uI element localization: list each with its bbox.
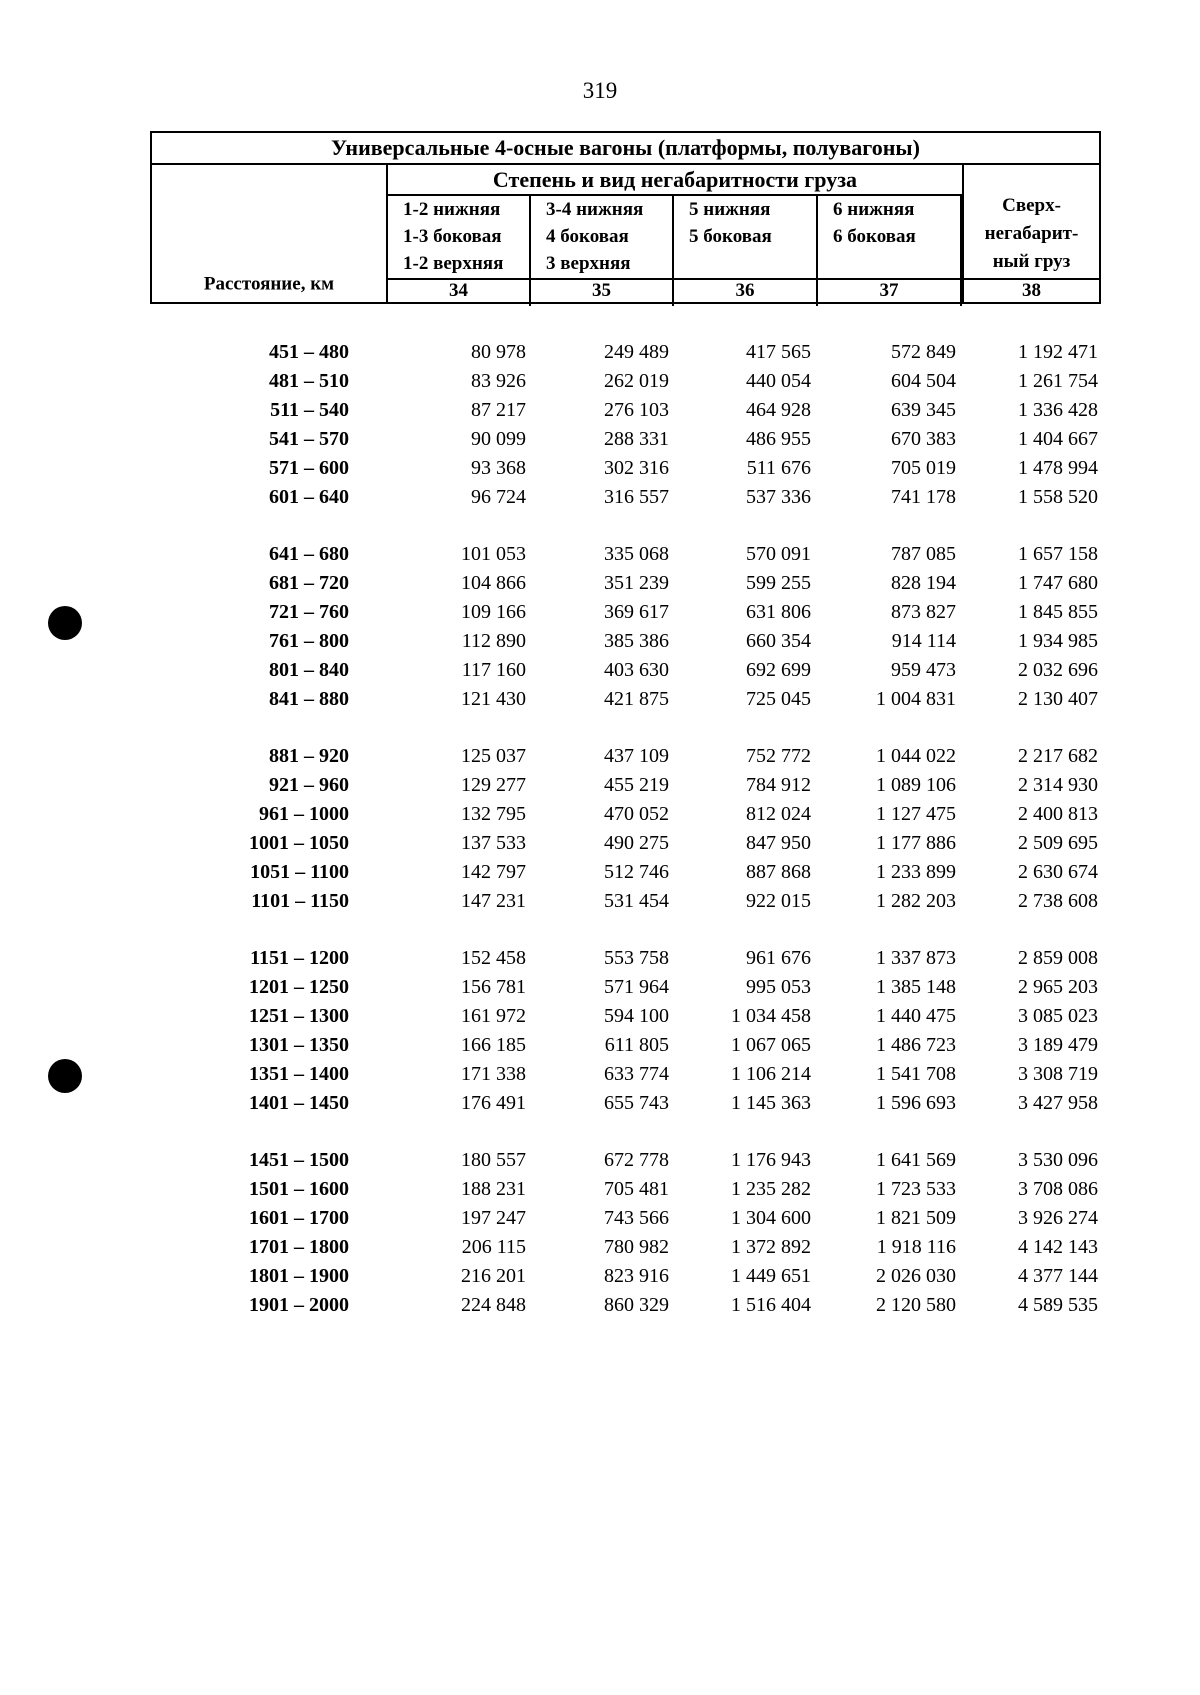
distance-range: 1401 – 1450 — [249, 1092, 349, 1114]
rate-value-col-35: 316 557 — [604, 486, 669, 508]
table-row — [150, 1146, 1101, 1175]
rate-value-col-37: 1 486 723 — [876, 1034, 956, 1056]
rate-value-col-37: 1 089 106 — [876, 774, 956, 796]
rate-value-col-38: 1 192 471 — [1018, 341, 1098, 363]
rate-value-col-37: 873 827 — [891, 601, 956, 623]
table-row — [150, 771, 1101, 800]
rate-value-col-38: 3 308 719 — [1018, 1063, 1098, 1085]
distance-range: 801 – 840 — [269, 659, 349, 681]
rate-value-col-34: 83 926 — [471, 370, 526, 392]
table-row — [150, 944, 1101, 973]
rate-value-col-38: 1 261 754 — [1018, 370, 1098, 392]
row-group — [150, 742, 1101, 916]
punch-hole-mark — [48, 606, 82, 640]
row-group — [150, 338, 1101, 512]
rate-value-col-36: 922 015 — [746, 890, 811, 912]
column-header-36 — [674, 196, 818, 306]
rate-value-col-36: 887 868 — [746, 861, 811, 883]
rate-value-col-34: 112 890 — [461, 630, 526, 652]
rate-value-col-36: 752 772 — [746, 745, 811, 767]
table-row — [150, 829, 1101, 858]
rate-value-col-34: 137 533 — [461, 832, 526, 854]
rate-value-col-37: 1 440 475 — [876, 1005, 956, 1027]
table-body — [150, 338, 1101, 1348]
rate-value-col-35: 437 109 — [604, 745, 669, 767]
distance-range: 601 – 640 — [269, 486, 349, 508]
rate-value-col-35: 655 743 — [604, 1092, 669, 1114]
column-header-line: 3-4 нижняя — [546, 199, 644, 220]
column-header-line: негабарит- — [984, 223, 1079, 244]
column-header-line: ный груз — [992, 251, 1071, 272]
distance-range: 961 – 1000 — [259, 803, 349, 825]
rate-value-col-35: 276 103 — [604, 399, 669, 421]
rate-value-col-38: 2 217 682 — [1018, 745, 1098, 767]
rate-value-col-34: 142 797 — [461, 861, 526, 883]
column-header-38 — [962, 165, 1099, 304]
distance-range: 1601 – 1700 — [249, 1207, 349, 1229]
table-row — [150, 742, 1101, 771]
distance-range: 1901 – 2000 — [249, 1294, 349, 1316]
rate-value-col-36: 570 091 — [746, 543, 811, 565]
table-row — [150, 858, 1101, 887]
rate-value-col-35: 335 068 — [604, 543, 669, 565]
rate-value-col-38: 3 189 479 — [1018, 1034, 1098, 1056]
table-row — [150, 454, 1101, 483]
column-header-line: 1-3 боковая — [403, 226, 502, 247]
rate-value-col-35: 302 316 — [604, 457, 669, 479]
column-header-line: Сверх- — [1002, 195, 1061, 216]
rate-value-col-36: 1 034 458 — [731, 1005, 811, 1027]
rate-value-col-38: 1 657 158 — [1018, 543, 1098, 565]
rate-value-col-36: 1 372 892 — [731, 1236, 811, 1258]
rate-value-col-36: 1 145 363 — [731, 1092, 811, 1114]
table-row — [150, 1060, 1101, 1089]
rate-value-col-38: 2 314 930 — [1018, 774, 1098, 796]
rate-value-col-35: 611 805 — [604, 1034, 669, 1056]
table-row — [150, 1204, 1101, 1233]
rate-value-col-35: 594 100 — [604, 1005, 669, 1027]
rate-value-col-37: 705 019 — [891, 457, 956, 479]
rate-value-col-35: 512 746 — [604, 861, 669, 883]
distance-range: 761 – 800 — [269, 630, 349, 652]
rate-value-col-37: 914 114 — [891, 630, 956, 652]
rate-value-col-38: 2 965 203 — [1018, 976, 1098, 998]
table-row — [150, 425, 1101, 454]
rate-value-col-34: 93 368 — [471, 457, 526, 479]
rate-value-col-36: 660 354 — [746, 630, 811, 652]
rate-value-col-37: 1 723 533 — [876, 1178, 956, 1200]
table-row — [150, 1031, 1101, 1060]
rate-value-col-38: 4 589 535 — [1018, 1294, 1098, 1316]
rate-value-col-36: 464 928 — [746, 399, 811, 421]
rate-value-col-36: 1 235 282 — [731, 1178, 811, 1200]
distance-range: 1101 – 1150 — [251, 890, 349, 912]
rate-value-col-36: 1 176 943 — [731, 1149, 811, 1171]
table-row — [150, 598, 1101, 627]
rate-value-col-38: 2 859 008 — [1018, 947, 1098, 969]
rate-value-col-36: 511 676 — [746, 457, 811, 479]
rate-value-col-36: 1 106 214 — [731, 1063, 811, 1085]
rate-value-col-36: 1 449 651 — [731, 1265, 811, 1287]
column-header-line: 1-2 нижняя — [403, 199, 501, 220]
rate-value-col-35: 403 630 — [604, 659, 669, 681]
rate-value-col-38: 1 558 520 — [1018, 486, 1098, 508]
column-header-line: 5 нижняя — [689, 199, 771, 220]
rate-value-col-35: 249 489 — [604, 341, 669, 363]
distance-range: 1001 – 1050 — [249, 832, 349, 854]
rate-value-col-34: 176 491 — [461, 1092, 526, 1114]
rate-value-col-35: 633 774 — [604, 1063, 669, 1085]
rate-value-col-37: 639 345 — [891, 399, 956, 421]
column-header-line: 3 верхняя — [546, 253, 631, 274]
rate-value-col-38: 4 377 144 — [1018, 1265, 1098, 1287]
rate-value-col-34: 156 781 — [461, 976, 526, 998]
table-title: Универсальные 4-осные вагоны (платформы, полувагоны) — [152, 133, 1099, 165]
table-row — [150, 1262, 1101, 1291]
rate-value-col-38: 3 926 274 — [1018, 1207, 1098, 1229]
table-row — [150, 1002, 1101, 1031]
table-row — [150, 338, 1101, 367]
distance-range: 1801 – 1900 — [249, 1265, 349, 1287]
rate-value-col-35: 351 239 — [604, 572, 669, 594]
distance-range: 1051 – 1100 — [250, 861, 349, 883]
rate-value-col-36: 1 304 600 — [731, 1207, 811, 1229]
distance-range: 1701 – 1800 — [249, 1236, 349, 1258]
rate-value-col-36: 631 806 — [746, 601, 811, 623]
distance-range: 1451 – 1500 — [249, 1149, 349, 1171]
column-header-line: 6 нижняя — [833, 199, 915, 220]
rate-value-col-35: 860 329 — [604, 1294, 669, 1316]
rate-value-col-36: 961 676 — [746, 947, 811, 969]
table-row — [150, 1089, 1101, 1118]
rate-value-col-37: 1 641 569 — [876, 1149, 956, 1171]
distance-range: 1501 – 1600 — [249, 1178, 349, 1200]
distance-range: 571 – 600 — [269, 457, 349, 479]
distance-range: 541 – 570 — [269, 428, 349, 450]
rate-value-col-34: 121 430 — [461, 688, 526, 710]
rate-value-col-34: 125 037 — [461, 745, 526, 767]
rate-value-col-35: 421 875 — [604, 688, 669, 710]
rate-value-col-37: 670 383 — [891, 428, 956, 450]
rate-value-col-38: 1 934 985 — [1018, 630, 1098, 652]
rate-value-col-37: 1 127 475 — [876, 803, 956, 825]
rate-value-col-35: 490 275 — [604, 832, 669, 854]
rate-value-col-37: 1 596 693 — [876, 1092, 956, 1114]
rate-value-col-35: 369 617 — [604, 601, 669, 623]
table-row — [150, 569, 1101, 598]
degree-header: Степень и вид негабаритности груза — [388, 165, 962, 196]
rate-value-col-37: 572 849 — [891, 341, 956, 363]
row-group — [150, 944, 1101, 1118]
rate-value-col-38: 3 530 096 — [1018, 1149, 1098, 1171]
row-group — [150, 540, 1101, 714]
column-number: 38 — [1022, 280, 1041, 301]
rate-value-col-34: 129 277 — [461, 774, 526, 796]
table-row — [150, 540, 1101, 569]
distance-range: 721 – 760 — [269, 601, 349, 623]
rate-value-col-35: 553 758 — [604, 947, 669, 969]
column-header-line: 6 боковая — [833, 226, 916, 247]
rate-value-col-38: 1 747 680 — [1018, 572, 1098, 594]
distance-range: 1351 – 1400 — [249, 1063, 349, 1085]
rate-value-col-35: 743 566 — [604, 1207, 669, 1229]
rate-value-col-34: 80 978 — [471, 341, 526, 363]
column-header-35 — [531, 196, 674, 306]
rate-value-col-38: 1 336 428 — [1018, 399, 1098, 421]
rate-value-col-35: 288 331 — [604, 428, 669, 450]
table-row — [150, 1233, 1101, 1262]
rate-value-col-36: 847 950 — [746, 832, 811, 854]
rate-value-col-37: 2 026 030 — [876, 1265, 956, 1287]
rate-value-col-36: 440 054 — [746, 370, 811, 392]
rate-value-col-38: 3 427 958 — [1018, 1092, 1098, 1114]
rate-value-col-36: 784 912 — [746, 774, 811, 796]
rate-value-col-34: 96 724 — [471, 486, 526, 508]
column-number: 34 — [449, 280, 468, 301]
rate-value-col-34: 109 166 — [461, 601, 526, 623]
rate-value-col-34: 90 099 — [471, 428, 526, 450]
rate-value-col-36: 1 516 404 — [731, 1294, 811, 1316]
rate-value-col-35: 780 982 — [604, 1236, 669, 1258]
table-row — [150, 656, 1101, 685]
distance-range: 1251 – 1300 — [249, 1005, 349, 1027]
rate-value-col-38: 2 509 695 — [1018, 832, 1098, 854]
rate-value-col-34: 224 848 — [461, 1294, 526, 1316]
rate-value-col-37: 1 541 708 — [876, 1063, 956, 1085]
distance-range: 511 – 540 — [270, 399, 349, 421]
rate-value-col-34: 180 557 — [461, 1149, 526, 1171]
rate-value-col-38: 4 142 143 — [1018, 1236, 1098, 1258]
column-header-line: 1-2 верхняя — [403, 253, 504, 274]
rate-value-col-38: 1 845 855 — [1018, 601, 1098, 623]
rate-value-col-37: 828 194 — [891, 572, 956, 594]
rate-value-col-38: 2 738 608 — [1018, 890, 1098, 912]
rate-value-col-34: 117 160 — [461, 659, 526, 681]
rate-value-col-36: 537 336 — [746, 486, 811, 508]
rate-value-col-34: 132 795 — [461, 803, 526, 825]
rate-value-col-37: 1 337 873 — [876, 947, 956, 969]
rate-value-col-37: 2 120 580 — [876, 1294, 956, 1316]
rate-value-col-36: 417 565 — [746, 341, 811, 363]
rate-value-col-37: 1 004 831 — [876, 688, 956, 710]
rate-value-col-38: 1 404 667 — [1018, 428, 1098, 450]
table-row — [150, 367, 1101, 396]
rate-value-col-37: 604 504 — [891, 370, 956, 392]
column-header-34 — [388, 196, 531, 306]
distance-range: 1201 – 1250 — [249, 976, 349, 998]
table-row — [150, 973, 1101, 1002]
column-header-line: 4 боковая — [546, 226, 629, 247]
rate-value-col-34: 101 053 — [461, 543, 526, 565]
rate-value-col-37: 1 918 116 — [876, 1236, 956, 1258]
rate-value-col-38: 2 400 813 — [1018, 803, 1098, 825]
table-row — [150, 1175, 1101, 1204]
table-row — [150, 1291, 1101, 1320]
rate-value-col-36: 599 255 — [746, 572, 811, 594]
column-header-line: 5 боковая — [689, 226, 772, 247]
page-number: 319 — [582, 78, 618, 103]
distance-range: 681 – 720 — [269, 572, 349, 594]
rate-value-col-37: 1 385 148 — [876, 976, 956, 998]
rate-value-col-34: 216 201 — [461, 1265, 526, 1287]
rate-value-col-37: 1 233 899 — [876, 861, 956, 883]
rate-value-col-38: 3 708 086 — [1018, 1178, 1098, 1200]
column-number: 36 — [735, 280, 755, 301]
table-row — [150, 800, 1101, 829]
table-row — [150, 483, 1101, 512]
rate-value-col-36: 995 053 — [746, 976, 811, 998]
rate-value-col-34: 206 115 — [461, 1236, 526, 1258]
distance-range: 921 – 960 — [269, 774, 349, 796]
table-row — [150, 685, 1101, 714]
column-number: 37 — [879, 280, 899, 301]
rate-value-col-37: 787 085 — [891, 543, 956, 565]
rate-value-col-38: 2 032 696 — [1018, 659, 1098, 681]
rate-value-col-38: 2 130 407 — [1018, 688, 1098, 710]
rate-value-col-35: 531 454 — [604, 890, 669, 912]
rate-value-col-37: 1 044 022 — [876, 745, 956, 767]
rate-value-col-35: 470 052 — [604, 803, 669, 825]
rate-value-col-37: 959 473 — [891, 659, 956, 681]
distance-range: 641 – 680 — [269, 543, 349, 565]
rate-value-col-34: 197 247 — [461, 1207, 526, 1229]
distance-range: 841 – 880 — [269, 688, 349, 710]
distance-range: 1301 – 1350 — [249, 1034, 349, 1056]
rate-value-col-34: 152 458 — [461, 947, 526, 969]
rate-value-col-38: 3 085 023 — [1018, 1005, 1098, 1027]
table-row — [150, 887, 1101, 916]
rate-value-col-35: 672 778 — [604, 1149, 669, 1171]
table-row — [150, 627, 1101, 656]
distance-range: 1151 – 1200 — [250, 947, 349, 969]
rate-value-col-36: 1 067 065 — [731, 1034, 811, 1056]
rate-value-col-37: 1 282 203 — [876, 890, 956, 912]
rate-value-col-38: 2 630 674 — [1018, 861, 1098, 883]
rate-value-col-37: 741 178 — [891, 486, 956, 508]
rate-value-col-35: 705 481 — [604, 1178, 669, 1200]
table-header — [150, 131, 1101, 304]
rate-value-col-37: 1 177 886 — [876, 832, 956, 854]
rate-value-col-34: 147 231 — [461, 890, 526, 912]
row-group — [150, 1146, 1101, 1320]
distance-range: 451 – 480 — [269, 341, 349, 363]
distance-label: Расстояние, км — [203, 273, 335, 295]
punch-hole-mark — [48, 1059, 82, 1093]
rate-value-col-34: 104 866 — [461, 572, 526, 594]
column-header-37 — [818, 196, 962, 306]
rate-value-col-35: 823 916 — [604, 1265, 669, 1287]
rate-value-col-35: 385 386 — [604, 630, 669, 652]
rate-value-col-37: 1 821 509 — [876, 1207, 956, 1229]
rate-value-col-34: 171 338 — [461, 1063, 526, 1085]
rate-value-col-35: 455 219 — [604, 774, 669, 796]
column-number: 35 — [592, 280, 611, 301]
rate-value-col-36: 812 024 — [746, 803, 811, 825]
rate-value-col-34: 87 217 — [471, 399, 526, 421]
rate-value-col-34: 166 185 — [461, 1034, 526, 1056]
rate-value-col-36: 725 045 — [746, 688, 811, 710]
rate-value-col-35: 262 019 — [604, 370, 669, 392]
rate-value-col-34: 161 972 — [461, 1005, 526, 1027]
rate-value-col-38: 1 478 994 — [1018, 457, 1098, 479]
distance-range: 481 – 510 — [269, 370, 349, 392]
rate-value-col-34: 188 231 — [461, 1178, 526, 1200]
distance-header — [152, 165, 388, 304]
table-row — [150, 396, 1101, 425]
rate-value-col-36: 486 955 — [746, 428, 811, 450]
rate-value-col-36: 692 699 — [746, 659, 811, 681]
rate-value-col-35: 571 964 — [604, 976, 669, 998]
distance-range: 881 – 920 — [269, 745, 349, 767]
